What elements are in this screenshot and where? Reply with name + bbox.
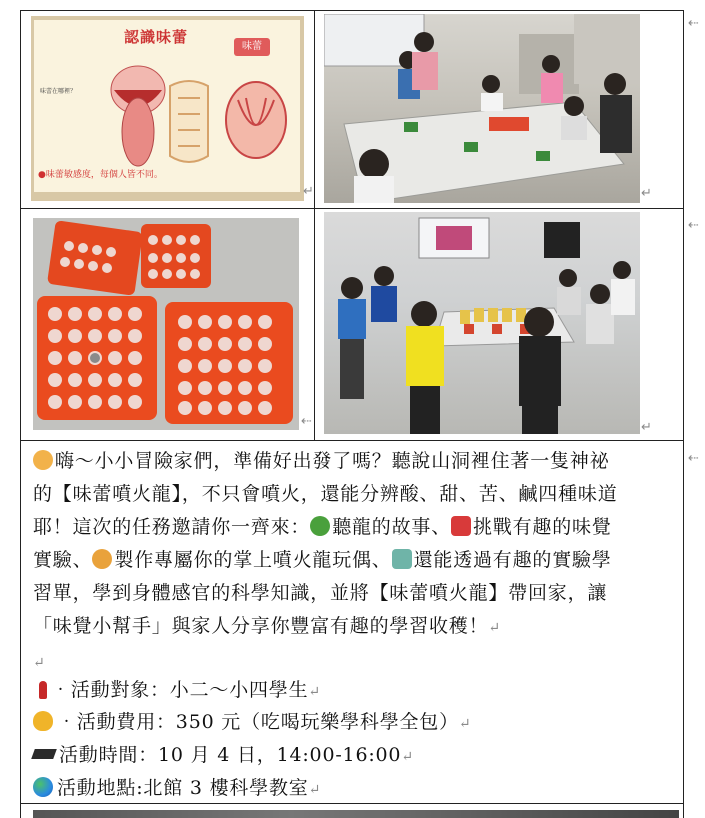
group-photo-with-dragon-puppets — [324, 212, 640, 434]
group-scene — [324, 212, 640, 434]
slide-title: 認識味蕾 — [124, 28, 189, 46]
row-end-mark: ⇠ — [688, 451, 699, 466]
row-divider — [20, 208, 684, 209]
taste-bud-diagram — [216, 60, 296, 168]
row-divider — [20, 440, 684, 441]
child-face-icon — [33, 450, 53, 470]
info-place: 活動地點:北館 3 樓科學教室↵ — [33, 774, 321, 804]
tasting-cups-trays-photo — [33, 218, 299, 430]
taste-bud-cross-section — [166, 76, 212, 172]
classroom-experiment-photo — [324, 14, 640, 203]
cell-end-mark: ⇠ — [301, 414, 312, 429]
pushpin-icon — [39, 681, 47, 699]
taste-bud-slide-photo — [31, 16, 304, 201]
row-end-mark: ⇠ — [688, 218, 699, 233]
classroom-scene — [324, 14, 640, 203]
activity-description — [33, 445, 677, 680]
scientist-icon — [392, 549, 412, 569]
row-end-mark: ⇠ — [688, 16, 699, 31]
test-tube-icon — [451, 516, 471, 536]
palette-icon — [92, 549, 112, 569]
slide-badge: 味蕾 — [234, 38, 270, 56]
globe-icon — [33, 777, 53, 797]
money-bag-icon — [33, 711, 53, 731]
empty-line: ↵ — [33, 655, 46, 671]
paragraph-line: 「味覺小幫手」與家人分享你豐富有趣的學習收穫！↵ — [33, 615, 501, 637]
slide-question: 味蕾在哪裡？ — [40, 88, 77, 95]
graduation-cap-icon — [31, 749, 57, 759]
trays-illustration — [33, 218, 299, 430]
dragon-icon — [310, 516, 330, 536]
cell-end-mark: ↵ — [303, 184, 314, 199]
paragraph-line: 實驗、 製作專屬你的掌上噴火龍玩偶、 還能透過有趣的實驗學 — [33, 549, 612, 571]
paragraph-line: 習單，學到身體感官的科學知識，並將【味蕾噴火龍】帶回家，讓 — [33, 582, 608, 604]
cell-end-mark: ↵ — [641, 186, 652, 201]
info-target: ‧活動對象：小二～小四學生↵ — [33, 676, 321, 706]
slide-note: ●味蕾敏感度，每個人皆不同。 — [38, 170, 163, 180]
mouth-illustration — [108, 62, 168, 170]
info-time: 活動時間：10 月 4 日，14:00-16:00↵ — [33, 741, 414, 771]
paragraph-line: 耶！這次的任務邀請你一齊來： 聽龍的故事、 挑戰有趣的味覺 — [33, 516, 612, 538]
column-divider — [314, 10, 315, 440]
paragraph-line: 嗨～小小冒險家們，準備好出發了嗎？聽說山洞裡住著一隻神祕 — [33, 445, 677, 478]
cell-end-mark: ↵ — [641, 420, 652, 435]
next-row-photo-strip — [33, 810, 679, 818]
info-fee: ‧活動費用：350 元（吃喝玩樂學科學全包）↵ — [33, 708, 471, 738]
paragraph-line: 的【味蕾噴火龍】，不只會噴火，還能分辨酸、甜、苦、鹹四種味道 — [33, 483, 618, 505]
